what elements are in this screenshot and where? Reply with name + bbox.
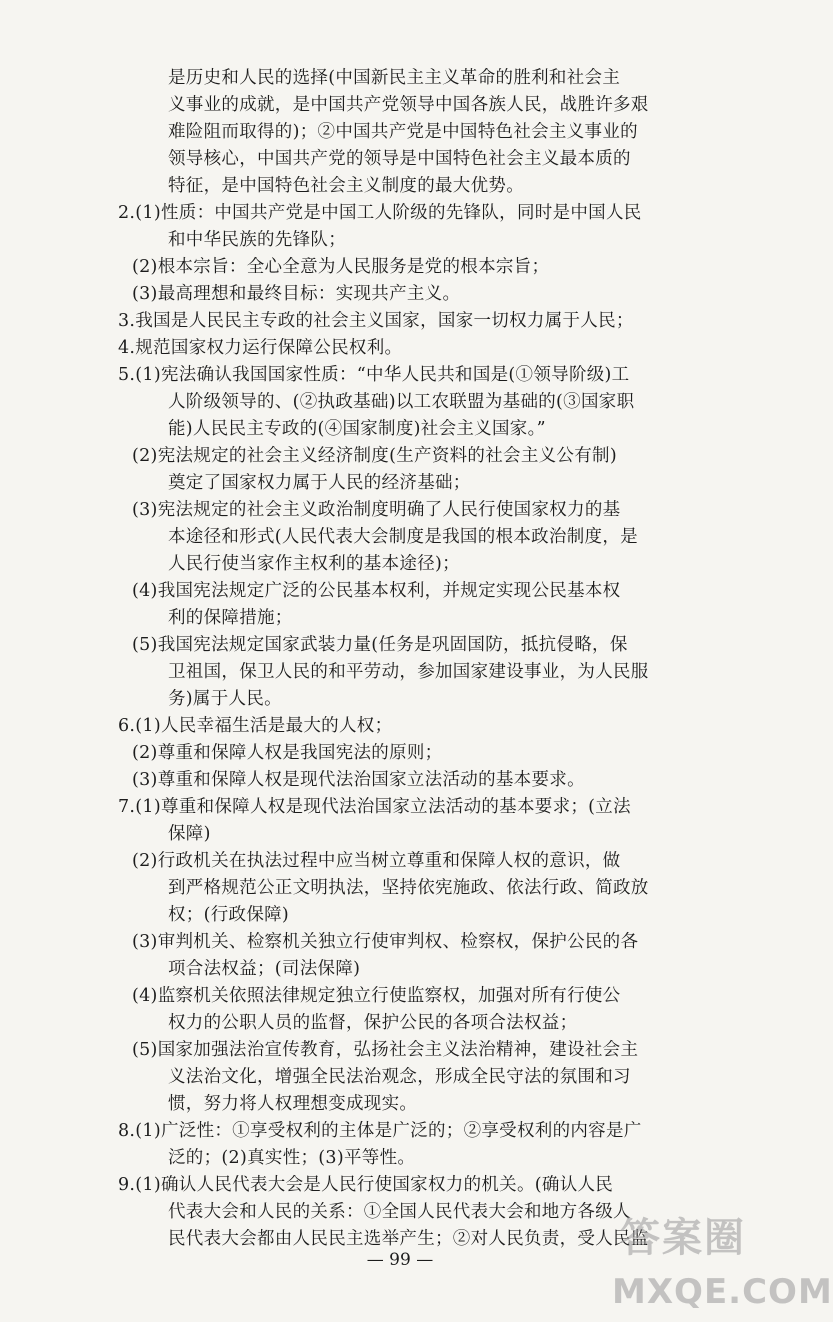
- text-line: 权力的公职人员的监督，保护公民的各项合法权益；: [168, 1013, 578, 1033]
- text-line: 人民行使当家作主权利的基本途径)；: [168, 554, 460, 574]
- text-line: 5.(1)宪法确认我国国家性质：“中华人民共和国是(①领导阶级)工: [118, 365, 630, 385]
- text-line: 民代表大会都由人民民主选举产生；②对人民负责，受人民监: [168, 1229, 649, 1249]
- text-line: 能)人民民主专政的(④国家制度)社会主义国家。”: [168, 419, 546, 439]
- text-line: 7.(1)尊重和保障人权是现代法治国家立法活动的基本要求；(立法: [118, 797, 631, 817]
- text-line: 义法治文化，增强全民法治观念，形成全民守法的氛围和习: [168, 1067, 631, 1087]
- watermark-top-text: 答案圈: [620, 1215, 746, 1261]
- text-line: 代表大会和人民的关系：①全国人民代表大会和地方各级人: [168, 1202, 631, 1222]
- text-line: 利的保障措施；: [168, 608, 293, 628]
- text-line: 权；(行政保障): [168, 905, 290, 925]
- text-line: (4)我国宪法规定广泛的公民基本权利，并规定实现公民基本权: [132, 581, 621, 601]
- text-line: 领导核心，中国共产党的领导是中国特色社会主义最本质的: [168, 149, 631, 169]
- text-line: 人阶级领导的、(②执政基础)以工农联盟为基础的(③国家职: [168, 392, 635, 412]
- text-line: (3)宪法规定的社会主义政治制度明确了人民行使国家权力的基: [132, 500, 621, 520]
- text-line: 奠定了国家权力属于人民的经济基础；: [168, 473, 471, 493]
- text-line: (3)审判机关、检察机关独立行使审判权、检察权，保护公民的各: [132, 932, 639, 952]
- text-line: (2)尊重和保障人权是我国宪法的原则；: [132, 743, 443, 763]
- text-line: 特征，是中国特色社会主义制度的最大优势。: [168, 176, 524, 196]
- text-line: (3)最高理想和最终目标：实现共产主义。: [132, 284, 461, 304]
- text-line: 义事业的成就，是中国共产党领导中国各族人民，战胜许多艰: [168, 95, 649, 115]
- text-line: 2.(1)性质：中国共产党是中国工人阶级的先锋队，同时是中国人民: [118, 203, 642, 223]
- text-line: 保障): [168, 824, 211, 844]
- text-line: (2)根本宗旨：全心全意为人民服务是党的根本宗旨；: [132, 257, 550, 277]
- text-line: 6.(1)人民幸福生活是最大的人权；: [118, 716, 393, 736]
- text-line: 卫祖国，保卫人民的和平劳动，参加国家建设事业，为人民服: [168, 662, 649, 682]
- text-line: (3)尊重和保障人权是现代法治国家立法活动的基本要求。: [132, 770, 585, 790]
- text-line: 泛的；(2)真实性；(3)平等性。: [168, 1148, 416, 1168]
- watermark-bottom-text: MXQE.COM: [612, 1272, 833, 1312]
- text-line: 惯，努力将人权理想变成现实。: [168, 1094, 418, 1114]
- text-line: (2)宪法规定的社会主义经济制度(生产资料的社会主义公有制): [132, 446, 617, 466]
- text-line: (5)国家加强法治宣传教育，弘扬社会主义法治精神，建设社会主: [132, 1040, 639, 1060]
- text-line: 本途径和形式(人民代表大会制度是我国的根本政治制度，是: [168, 527, 638, 547]
- text-line: 难险阻而取得的)；②中国共产党是中国特色社会主义事业的: [168, 122, 638, 142]
- page-number: — 99 —: [366, 1250, 434, 1270]
- text-line: 8.(1)广泛性：①享受权利的主体是广泛的；②享受权利的内容是广: [118, 1121, 642, 1141]
- text-line: 3.我国是人民民主专政的社会主义国家，国家一切权力属于人民；: [118, 311, 634, 331]
- text-line: (2)行政机关在执法过程中应当树立尊重和保障人权的意识，做: [132, 851, 621, 871]
- text-line: 务)属于人民。: [168, 689, 282, 709]
- text-line: (5)我国宪法规定国家武装力量(任务是巩固国防，抵抗侵略，保: [132, 635, 628, 655]
- text-line: 项合法权益；(司法保障): [168, 959, 361, 979]
- text-line: 4.规范国家权力运行保障公民权利。: [118, 338, 403, 358]
- watermark-logo: [612, 1206, 833, 1318]
- text-line: (4)监察机关依照法律规定独立行使监察权，加强对所有行使公: [132, 986, 621, 1006]
- text-line: 到严格规范公正文明执法，坚持依宪施政、依法行政、简政放: [168, 878, 649, 898]
- text-line: 和中华民族的先锋队；: [168, 230, 346, 250]
- text-line: 是历史和人民的选择(中国新民主主义革命的胜利和社会主: [168, 68, 621, 88]
- text-line: 9.(1)确认人民代表大会是人民行使国家权力的机关。(确认人民: [118, 1175, 614, 1195]
